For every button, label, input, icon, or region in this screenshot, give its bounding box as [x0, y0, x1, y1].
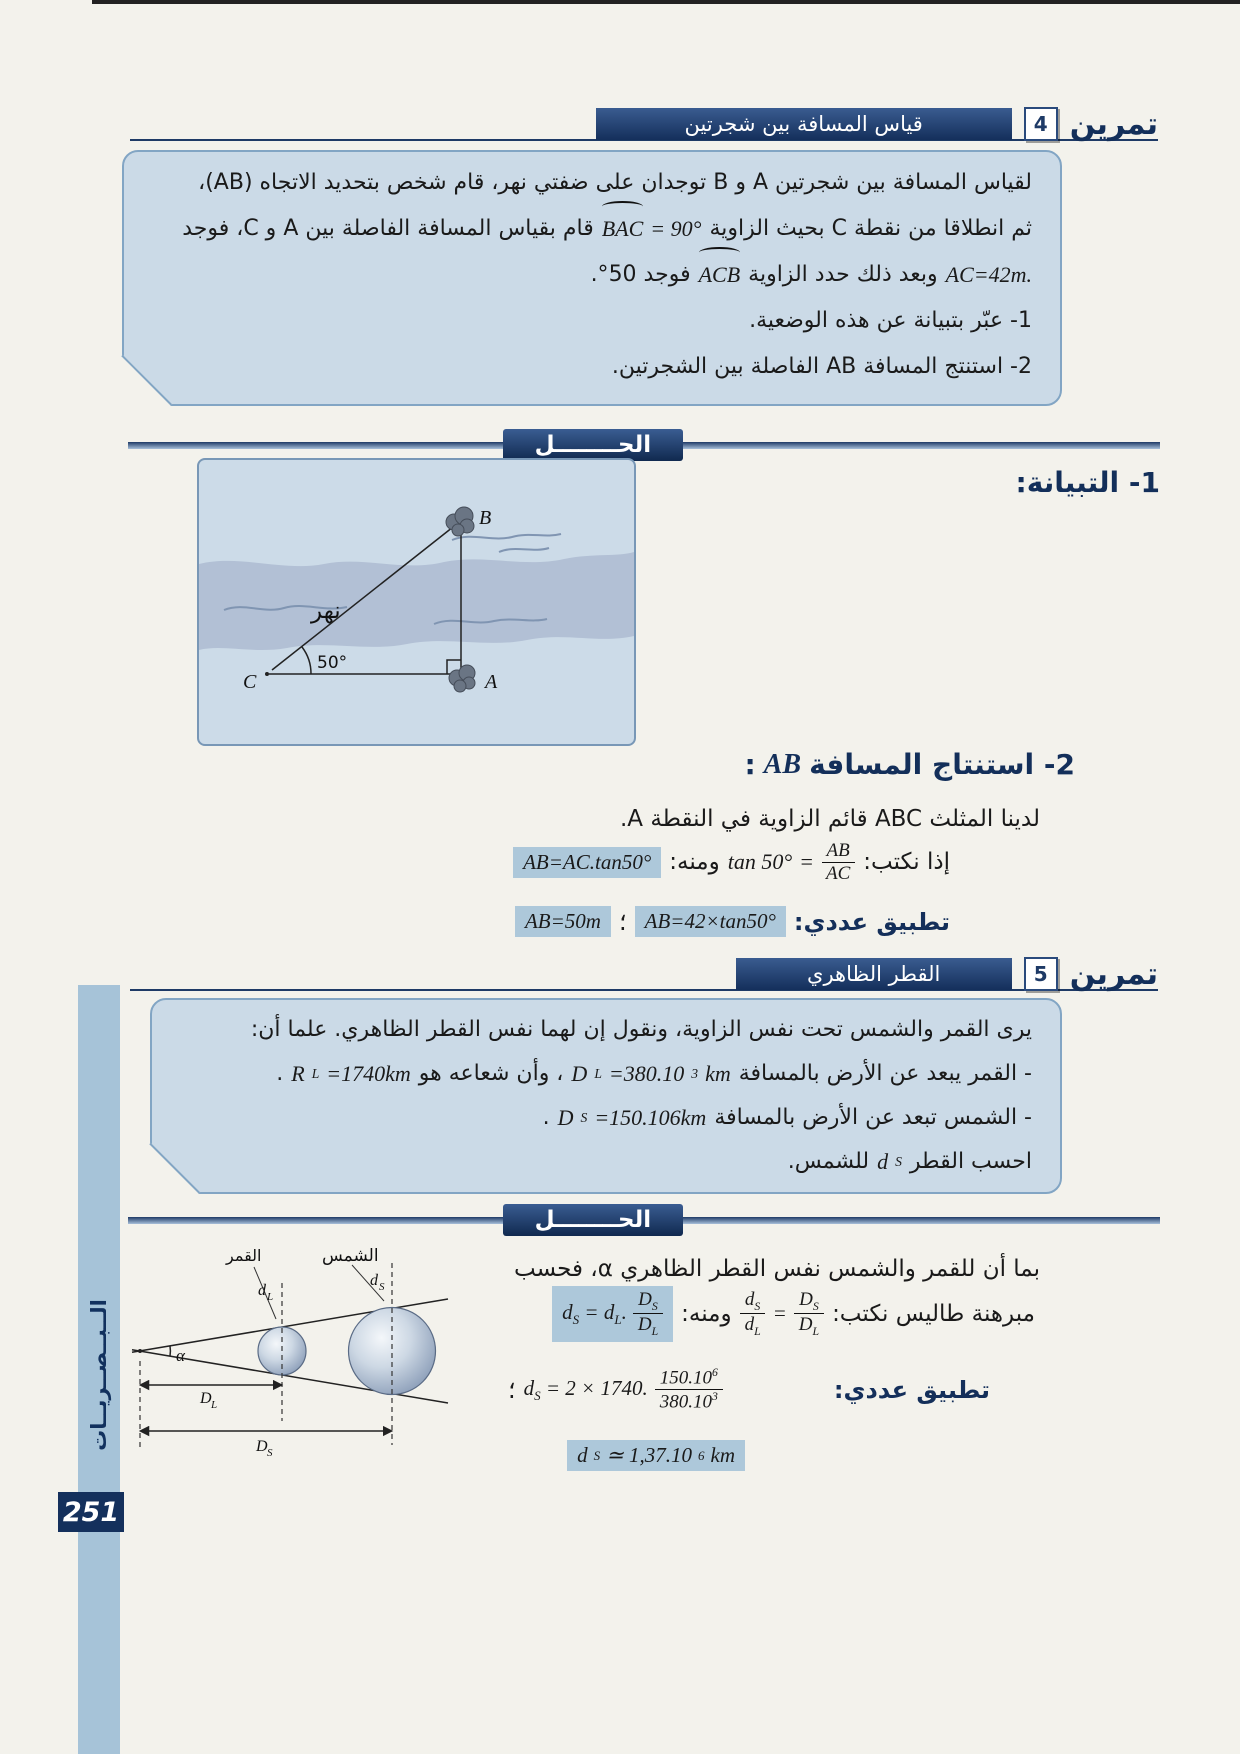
- tan-term: tan 50°: [727, 849, 793, 875]
- solution4-equation-line: [513, 840, 950, 885]
- numeric-application-label: تطبيق عددي:: [793, 907, 950, 936]
- exercise4-number-badge: 4: [1024, 107, 1058, 141]
- line2-period: .: [276, 1061, 284, 1086]
- for-sun-text: للشمس.: [787, 1149, 870, 1174]
- ds-result-chip: d S ≃ 1,37.10 6 km: [567, 1440, 745, 1471]
- sun-distance-value: D S =150.106km: [557, 1105, 707, 1130]
- ab-numeric-chip: AB=42×tan50°: [635, 906, 786, 937]
- solution4-numeric-line: [515, 906, 950, 937]
- fraction-numerator: AB: [822, 840, 855, 863]
- solution5-result: [567, 1440, 745, 1471]
- heading2-ab: AB: [763, 748, 802, 780]
- line3-period: .: [542, 1105, 550, 1130]
- moon-distance-value: D L =380.10 3 km: [571, 1061, 731, 1086]
- numeric-application-label-2: تطبيق عددي:: [833, 1375, 990, 1404]
- ac-distance-value: AC=42m.: [945, 262, 1032, 287]
- solution4-heading1: 1- التبيانة:: [1015, 466, 1160, 499]
- moon-radius-value: R L =1740km: [291, 1061, 411, 1086]
- moon-label: القمر: [226, 1246, 262, 1265]
- angle-bac-hat: BAC: [602, 206, 644, 252]
- exercise4-diagram: [197, 458, 636, 746]
- scan-top-rule: [92, 0, 1240, 4]
- ds-numeric-fraction: [655, 1366, 723, 1413]
- chapter-sidebar-label-wrap: [78, 1270, 120, 1480]
- apparent-diameter-diagram: [130, 1243, 450, 1471]
- moon-radius-text: ، وأن شعاعه هو: [418, 1061, 564, 1086]
- tree-A-icon: [449, 665, 475, 692]
- DS-DL-den: $D_L$: [798, 1314, 820, 1339]
- solution4-heading2: [745, 748, 1075, 781]
- exercise4-header: [130, 100, 1158, 148]
- point-A-label: A: [485, 671, 498, 693]
- river-band: [199, 552, 634, 650]
- arabic-semicolon-2: ؛: [507, 1375, 516, 1404]
- solution2-bar: [128, 1203, 1160, 1237]
- exercise5-question: [180, 1140, 1032, 1184]
- ds-dl-num: $d_S$: [740, 1289, 765, 1314]
- river-label: نهر: [311, 598, 341, 624]
- exercise5-line3: [180, 1096, 1032, 1140]
- alpha-label: α: [176, 1346, 185, 1365]
- bank-wave-1: [452, 534, 561, 540]
- solution1-bar: [128, 428, 1160, 462]
- exercise4-label: تمرين: [1069, 106, 1158, 142]
- exercise4-question2: 2- استنتج المسافة AB الفاصلة بين الشجرتين.: [611, 354, 1032, 379]
- solution1-bar-title: الحــــــــل: [503, 429, 683, 461]
- solution2-bar-title: الحــــــــل: [503, 1204, 683, 1236]
- exercise5-number-badge: 5: [1024, 957, 1058, 991]
- solution5-thales-line: [552, 1286, 1035, 1342]
- exercise5-label: تمرين: [1069, 956, 1158, 992]
- sun-diameter-label-sub: S: [379, 1281, 385, 1293]
- point-C-label: C: [243, 671, 257, 693]
- sun-distance-label-base: D: [256, 1438, 268, 1455]
- we-write-label: إذا نكتب:: [863, 849, 950, 876]
- ds-numeric-num: 150.10$^6$: [655, 1366, 723, 1390]
- chapter-sidebar: [78, 985, 120, 1754]
- point-B-label: B: [479, 507, 492, 529]
- moon-diameter-label-base: d: [258, 1282, 266, 1299]
- hence-label-2: ومنه:: [681, 1300, 732, 1327]
- bank-wave-2: [499, 548, 549, 552]
- ds-dl-den: $d_L$: [744, 1314, 761, 1339]
- moon-diameter-label-sub: L: [267, 1291, 274, 1303]
- chapter-name-vertical: الــبــصــريــات: [87, 1299, 111, 1451]
- ds-formula-chip: [552, 1286, 673, 1342]
- exercise5-box: [150, 998, 1062, 1194]
- ab-result-chip: AB=50m: [515, 906, 611, 937]
- solution2-bar-line-right: [683, 1217, 1160, 1224]
- ds-numeric-equation: [524, 1366, 723, 1413]
- ab-formula-chip: AB=AC.tan50°: [513, 847, 661, 878]
- point-C-dot: [265, 672, 269, 676]
- line2-text-a: ثم انطلاقا من نقطة C بحيث الزاوية: [709, 216, 1032, 241]
- ds-dl-fraction: [740, 1289, 766, 1339]
- heading2-colon: :: [744, 748, 756, 781]
- thales-label: مبرهنة طاليس نكتب:: [832, 1300, 1035, 1327]
- line3-text-b: فوجد 50°.: [590, 262, 691, 287]
- fraction-denominator: AC: [826, 862, 851, 884]
- sun-distance-text: - الشمس تبعد عن الأرض بالمسافة: [714, 1105, 1032, 1130]
- sun-distance-label-sub: S: [267, 1447, 273, 1459]
- exercise5-title-bar: القطر الظاهري: [736, 958, 1012, 990]
- solution5-numeric-line: [508, 1366, 990, 1413]
- solution5-statement: بما أن للقمر والشمس نفس القطر الظاهري α، فحسب: [514, 1256, 1040, 1282]
- ds-numeric-prefix: $d_S = 2 \times 1740$.: [523, 1375, 648, 1403]
- moon-distance-text: - القمر يبعد عن الأرض بالمسافة: [738, 1061, 1032, 1086]
- ab-over-ac-fraction: [821, 840, 855, 885]
- DS-DL-num: $D_S$: [794, 1289, 824, 1314]
- ds-formula-num: $D_S$: [633, 1289, 663, 1314]
- moon-distance-label-sub: L: [211, 1399, 218, 1411]
- tree-B-icon: [446, 507, 474, 536]
- exercise5-line1: يرى القمر والشمس تحت نفس الزاوية، ونقول إن لهما نفس القطر الظاهري. علما أن:: [250, 1017, 1032, 1042]
- exercise4-box: [122, 150, 1062, 406]
- arabic-semicolon: ؛: [618, 907, 627, 936]
- exercise4-title-bar: قياس المسافة بين شجرتين: [596, 108, 1012, 140]
- angle-bac-equation: [602, 206, 702, 252]
- solution1-bar-line-right: [683, 442, 1160, 449]
- exercise5-line2: [180, 1052, 1032, 1096]
- ds-symbol: d S: [877, 1149, 902, 1174]
- exercise4-line3: [152, 252, 1032, 298]
- moon-distance-label-base: D: [200, 1390, 212, 1407]
- exercise4-line1: لقياس المسافة بين شجرتين A و B توجدان على ضفتي نهر، قام شخص بتحديد الاتجاه (AB)،: [198, 170, 1032, 195]
- angle-acb-hat: ACB: [699, 252, 741, 298]
- sun-diameter-label-base: d: [370, 1272, 378, 1289]
- page-number: 251: [58, 1492, 124, 1532]
- solution4-statement: لدينا المثلث ABC قائم الزاوية في النقطة A.: [619, 806, 1040, 832]
- line3-text-a: وبعد ذلك حدد الزاوية: [748, 262, 938, 287]
- angle-50-label: 50°: [317, 653, 348, 673]
- compute-text: احسب القطر: [909, 1149, 1032, 1174]
- exercise5-header: [130, 950, 1158, 998]
- heading2-text: 2- استنتاج المسافة: [809, 748, 1075, 781]
- observer-point: [138, 1349, 142, 1353]
- equals-sign: =: [799, 849, 814, 875]
- hence-label: ومنه:: [669, 849, 720, 876]
- exercise4-question1: 1- عبّر بتبيانة عن هذه الوضعية.: [749, 308, 1032, 333]
- exercise5-body: [152, 1000, 1060, 1192]
- tan-equation: [728, 840, 856, 885]
- sun-label: الشمس: [322, 1246, 379, 1266]
- angle-acb: [699, 252, 741, 298]
- solution1-bar-line-left: [128, 442, 503, 449]
- exercise5-header-row: [130, 950, 1158, 998]
- line2-text-b: قام بقياس المسافة الفاصلة بين A و C، فوجد: [182, 216, 594, 241]
- ds-formula-prefix: $d_S = d_L$.: [562, 1299, 627, 1327]
- DS-DL-fraction: [794, 1289, 824, 1339]
- ds-formula-den: $D_L$: [637, 1314, 659, 1339]
- exercise4-line2: [152, 206, 1032, 252]
- angle-bac-value: = 90°: [650, 216, 702, 241]
- ds-formula-fraction: [633, 1289, 663, 1339]
- exercise4-body: [124, 152, 1060, 404]
- ds-numeric-den: 380.10$^3$: [659, 1390, 718, 1413]
- thales-equation: [740, 1289, 825, 1339]
- solution2-bar-line-left: [128, 1217, 503, 1224]
- thales-equals: =: [772, 1301, 787, 1326]
- angle-arc-C: [302, 647, 311, 674]
- exercise4-header-row: [130, 100, 1158, 148]
